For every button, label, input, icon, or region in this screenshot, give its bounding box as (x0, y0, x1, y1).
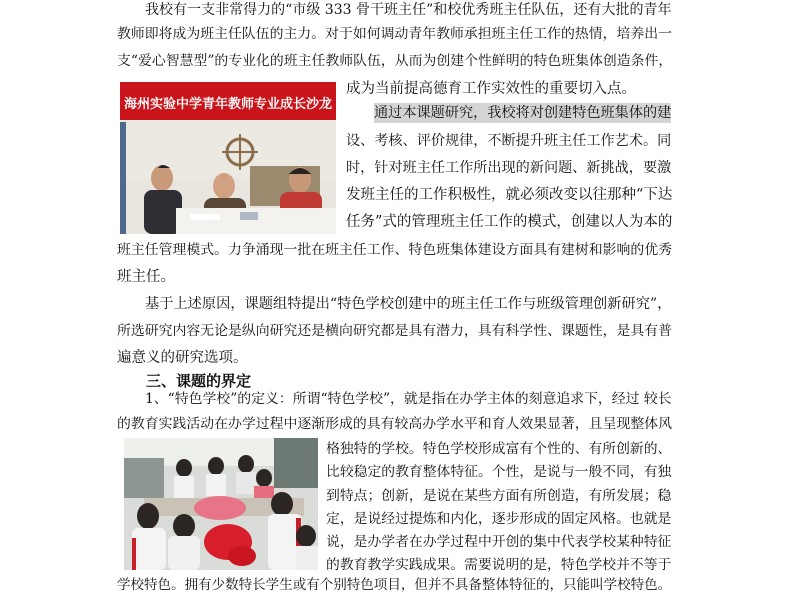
highlighted-line: 通过本课题研究，我校将对创建特色班集体的建 (374, 105, 672, 121)
paragraph-line: 学校特色。拥有少数特长学生或有个别特色项目，但并不具备整体特征的，只能叫学校特色。 (117, 577, 672, 593)
paragraph-line: 说，是办学者在办学过程中开创的集中代表学校某种特征 (326, 534, 672, 550)
paragraph-line: 班主任管理模式。力争涌现一批在班主任工作、特色班集体建设方面具有建树和影响的优秀 (117, 242, 673, 258)
paragraph-line: 到特点；创新，是说在某些方面有所创造，有所发展；稳 (326, 488, 672, 504)
paragraph-line: 设、考核、评价规律，不断提升班主任工作艺术。同 (346, 133, 672, 149)
paragraph-line: 我校有一支非常得力的“市级 333 骨干班主任”和校优秀班主任队伍，还有大批的青年 (145, 2, 672, 18)
paragraph-line: 定，是说经过提炼和内化，逐步形成的固定风格。也就是 (326, 511, 672, 527)
paragraph-line: 的教育实践活动在办学过程中逐渐形成的具有较高办学水平和育人效果显著，且呈现整体风 (117, 416, 673, 432)
section-heading: 三、课题的界定 (146, 372, 252, 390)
paragraph-line: 格独特的学校。特色学校形成富有个性的、有所创新的、 (326, 441, 672, 457)
paragraph-line: 班主任。 (117, 269, 175, 285)
paragraph-line: 支“爱心智慧型”的专业化的班主任教师队伍，从而为创建个性鲜明的特色班集体创造条件， (117, 53, 673, 69)
paragraph-line: 时，针对班主任工作所出现的新问题、新挑战，要激 (346, 160, 672, 176)
meeting-photo (120, 82, 336, 234)
paragraph-line: 遍意义的研究选项。 (117, 350, 248, 366)
paragraph-line: 比较稳定的教育整体特征。个性，是说与一般不同，有独 (326, 464, 672, 480)
paragraph-line: 任务”式的管理班主任工作的模式，创建以人为本的 (346, 214, 673, 230)
paragraph-line: 教师即将成为班主任队伍的主力。对于如何调动青年教师承担班主任工作的热情，培养出一 (117, 26, 673, 42)
paragraph-line: 的教育教学实践成果。需要说明的是，特色学校并不等于 (326, 557, 672, 573)
banner-text: 海州实验中学青年教师专业成长沙龙 (123, 97, 333, 112)
paragraph-line: 基于上述原因，课题组特提出“特色学校创建中的班主任工作与班级管理创新研究”， (145, 296, 672, 312)
paragraph-line: 成为当前提高德育工作实效性的重要切入点。 (346, 81, 636, 97)
paragraph-line: 1、“特色学校”的定义：所谓“特色学校”，就是指在办学主体的刻意追求下，经过 较长 (145, 391, 672, 407)
paragraph-line: 所选研究内容无论是纵向研究还是横向研究都是具有潜力，具有科学性、课题性，是具有普 (117, 323, 673, 339)
classroom-photo (124, 438, 318, 570)
paragraph-line: 发班主任的工作积极性，就必须改变以往那种“下达 (346, 187, 673, 203)
